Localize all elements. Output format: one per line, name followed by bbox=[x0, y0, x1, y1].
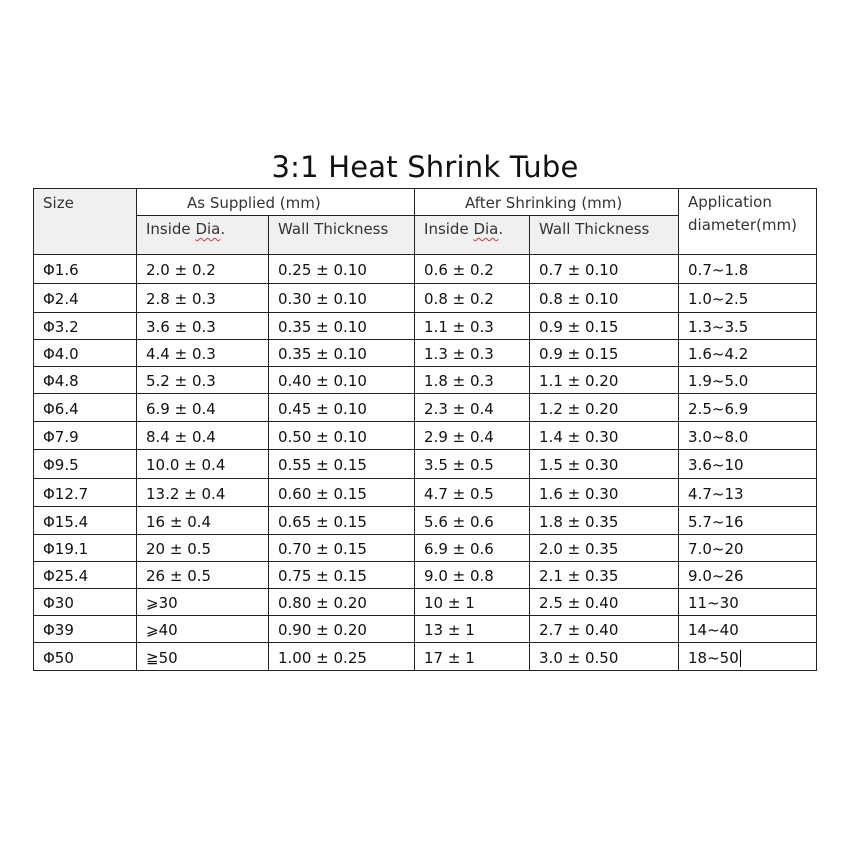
cell-size: Φ15.4 bbox=[34, 507, 137, 535]
cell-size: Φ19.1 bbox=[34, 535, 137, 562]
cell-size: Φ7.9 bbox=[34, 422, 137, 450]
cell-supplied-inside-dia: ⩾30 bbox=[137, 589, 269, 616]
cell-application-diameter: 3.0~8.0 bbox=[679, 422, 817, 450]
cell-supplied-inside-dia: ⩾40 bbox=[137, 616, 269, 643]
cell-supplied-inside-dia: 8.4 ± 0.4 bbox=[137, 422, 269, 450]
table-row bbox=[34, 507, 817, 535]
cell-supplied-inside-dia: 2.0 ± 0.2 bbox=[137, 255, 269, 284]
cell-supplied-wall-thickness: 0.30 ± 0.10 bbox=[269, 284, 415, 313]
cell-shrunk-wall-thickness: 1.6 ± 0.30 bbox=[530, 479, 679, 507]
cell-supplied-wall-thickness: 0.35 ± 0.10 bbox=[269, 340, 415, 367]
cell-shrunk-wall-thickness: 2.7 ± 0.40 bbox=[530, 616, 679, 643]
table-row bbox=[34, 255, 817, 284]
cell-shrunk-wall-thickness: 0.8 ± 0.10 bbox=[530, 284, 679, 313]
cell-size: Φ50 bbox=[34, 643, 137, 671]
cell-shrunk-inside-dia: 1.3 ± 0.3 bbox=[415, 340, 530, 367]
cell-application-diameter: 14~40 bbox=[679, 616, 817, 643]
header-inside-dia-shrunk-text: Inside Dia. bbox=[424, 220, 504, 238]
table-row bbox=[34, 616, 817, 643]
table-row bbox=[34, 394, 817, 422]
cell-size: Φ25.4 bbox=[34, 562, 137, 589]
cell-size: Φ4.8 bbox=[34, 367, 137, 394]
cell-shrunk-inside-dia: 5.6 ± 0.6 bbox=[415, 507, 530, 535]
cell-application-diameter: 1.3~3.5 bbox=[679, 313, 817, 340]
cell-supplied-wall-thickness: 0.35 ± 0.10 bbox=[269, 313, 415, 340]
header-size: Size bbox=[34, 189, 137, 255]
header-inside-dia-supplied bbox=[137, 216, 269, 255]
cell-application-diameter: 1.9~5.0 bbox=[679, 367, 817, 394]
cell-shrunk-wall-thickness: 1.2 ± 0.20 bbox=[530, 394, 679, 422]
table-row bbox=[34, 562, 817, 589]
cell-shrunk-wall-thickness: 1.8 ± 0.35 bbox=[530, 507, 679, 535]
cell-supplied-inside-dia: 5.2 ± 0.3 bbox=[137, 367, 269, 394]
cell-supplied-wall-thickness: 0.75 ± 0.15 bbox=[269, 562, 415, 589]
cell-application-diameter: 9.0~26 bbox=[679, 562, 817, 589]
table-row bbox=[34, 422, 817, 450]
cell-shrunk-wall-thickness: 0.9 ± 0.15 bbox=[530, 313, 679, 340]
cell-application-diameter: 3.6~10 bbox=[679, 450, 817, 479]
cell-shrunk-wall-thickness: 2.1 ± 0.35 bbox=[530, 562, 679, 589]
cell-shrunk-inside-dia: 0.6 ± 0.2 bbox=[415, 255, 530, 284]
cell-application-diameter: 18~50 bbox=[679, 643, 817, 671]
header-inside-dia-shrunk bbox=[415, 216, 530, 255]
table-row bbox=[34, 450, 817, 479]
header-application-line1: Application bbox=[688, 193, 772, 211]
cell-shrunk-inside-dia: 2.3 ± 0.4 bbox=[415, 394, 530, 422]
cell-supplied-wall-thickness: 0.40 ± 0.10 bbox=[269, 367, 415, 394]
cell-size: Φ12.7 bbox=[34, 479, 137, 507]
cell-shrunk-inside-dia: 0.8 ± 0.2 bbox=[415, 284, 530, 313]
cell-shrunk-inside-dia: 17 ± 1 bbox=[415, 643, 530, 671]
spec-table bbox=[33, 188, 817, 671]
cell-supplied-inside-dia: 3.6 ± 0.3 bbox=[137, 313, 269, 340]
table-row bbox=[34, 589, 817, 616]
cell-shrunk-inside-dia: 3.5 ± 0.5 bbox=[415, 450, 530, 479]
cell-supplied-inside-dia: 26 ± 0.5 bbox=[137, 562, 269, 589]
cell-application-diameter: 0.7~1.8 bbox=[679, 255, 817, 284]
header-as-supplied: As Supplied (mm) bbox=[137, 189, 415, 216]
table-row bbox=[34, 367, 817, 394]
cell-shrunk-wall-thickness: 0.9 ± 0.15 bbox=[530, 340, 679, 367]
cell-shrunk-wall-thickness: 3.0 ± 0.50 bbox=[530, 643, 679, 671]
header-application-line2: diameter(mm) bbox=[688, 216, 797, 234]
document-title: 3:1 Heat Shrink Tube bbox=[271, 150, 579, 184]
header-wall-thickness-supplied: Wall Thickness bbox=[269, 216, 415, 255]
cell-application-diameter: 4.7~13 bbox=[679, 479, 817, 507]
cell-shrunk-inside-dia: 1.1 ± 0.3 bbox=[415, 313, 530, 340]
cell-size: Φ3.2 bbox=[34, 313, 137, 340]
cell-supplied-inside-dia: 16 ± 0.4 bbox=[137, 507, 269, 535]
cell-shrunk-wall-thickness: 1.5 ± 0.30 bbox=[530, 450, 679, 479]
cell-shrunk-inside-dia: 2.9 ± 0.4 bbox=[415, 422, 530, 450]
cell-size: Φ1.6 bbox=[34, 255, 137, 284]
cell-size: Φ39 bbox=[34, 616, 137, 643]
cell-application-diameter: 2.5~6.9 bbox=[679, 394, 817, 422]
table-row bbox=[34, 340, 817, 367]
table-row bbox=[34, 535, 817, 562]
header-wall-thickness-shrunk: Wall Thickness bbox=[530, 216, 679, 255]
cell-supplied-inside-dia: 10.0 ± 0.4 bbox=[137, 450, 269, 479]
cell-application-diameter: 1.6~4.2 bbox=[679, 340, 817, 367]
cell-shrunk-inside-dia: 13 ± 1 bbox=[415, 616, 530, 643]
cell-shrunk-wall-thickness: 1.4 ± 0.30 bbox=[530, 422, 679, 450]
cell-supplied-wall-thickness: 0.70 ± 0.15 bbox=[269, 535, 415, 562]
cell-application-diameter: 1.0~2.5 bbox=[679, 284, 817, 313]
cell-application-diameter: 5.7~16 bbox=[679, 507, 817, 535]
cell-size: Φ9.5 bbox=[34, 450, 137, 479]
cell-supplied-inside-dia: 6.9 ± 0.4 bbox=[137, 394, 269, 422]
cell-shrunk-wall-thickness: 2.5 ± 0.40 bbox=[530, 589, 679, 616]
cell-size: Φ30 bbox=[34, 589, 137, 616]
cell-shrunk-inside-dia: 1.8 ± 0.3 bbox=[415, 367, 530, 394]
header-after-shrinking: After Shrinking (mm) bbox=[415, 189, 679, 216]
header-inside-dia-supplied-text: Inside Dia. bbox=[146, 220, 226, 238]
cell-supplied-wall-thickness: 0.25 ± 0.10 bbox=[269, 255, 415, 284]
spellcheck-underline: Dia bbox=[473, 220, 499, 238]
cell-shrunk-inside-dia: 10 ± 1 bbox=[415, 589, 530, 616]
cell-application-diameter: 11~30 bbox=[679, 589, 817, 616]
cell-supplied-wall-thickness: 0.80 ± 0.20 bbox=[269, 589, 415, 616]
cell-supplied-inside-dia: 4.4 ± 0.3 bbox=[137, 340, 269, 367]
cell-supplied-inside-dia: 2.8 ± 0.3 bbox=[137, 284, 269, 313]
cell-supplied-wall-thickness: 0.45 ± 0.10 bbox=[269, 394, 415, 422]
cell-size: Φ6.4 bbox=[34, 394, 137, 422]
cell-supplied-inside-dia: 20 ± 0.5 bbox=[137, 535, 269, 562]
cell-supplied-wall-thickness: 0.60 ± 0.15 bbox=[269, 479, 415, 507]
cell-supplied-wall-thickness: 1.00 ± 0.25 bbox=[269, 643, 415, 671]
cell-shrunk-wall-thickness: 1.1 ± 0.20 bbox=[530, 367, 679, 394]
table-row bbox=[34, 479, 817, 507]
cell-shrunk-wall-thickness: 2.0 ± 0.35 bbox=[530, 535, 679, 562]
cell-supplied-wall-thickness: 0.50 ± 0.10 bbox=[269, 422, 415, 450]
cell-size: Φ2.4 bbox=[34, 284, 137, 313]
cell-shrunk-inside-dia: 4.7 ± 0.5 bbox=[415, 479, 530, 507]
cell-application-diameter: 7.0~20 bbox=[679, 535, 817, 562]
table-row bbox=[34, 643, 817, 671]
cell-shrunk-wall-thickness: 0.7 ± 0.10 bbox=[530, 255, 679, 284]
cell-supplied-wall-thickness: 0.55 ± 0.15 bbox=[269, 450, 415, 479]
cell-supplied-inside-dia: ≧50 bbox=[137, 643, 269, 671]
table-row bbox=[34, 313, 817, 340]
cell-shrunk-inside-dia: 6.9 ± 0.6 bbox=[415, 535, 530, 562]
spellcheck-underline: Dia bbox=[195, 220, 221, 238]
cell-supplied-wall-thickness: 0.90 ± 0.20 bbox=[269, 616, 415, 643]
header-application-diameter bbox=[679, 189, 817, 255]
header-row-group bbox=[34, 189, 817, 216]
cell-supplied-wall-thickness: 0.65 ± 0.15 bbox=[269, 507, 415, 535]
text-cursor bbox=[740, 650, 741, 667]
cell-size: Φ4.0 bbox=[34, 340, 137, 367]
table-row bbox=[34, 284, 817, 313]
cell-supplied-inside-dia: 13.2 ± 0.4 bbox=[137, 479, 269, 507]
cell-shrunk-inside-dia: 9.0 ± 0.8 bbox=[415, 562, 530, 589]
